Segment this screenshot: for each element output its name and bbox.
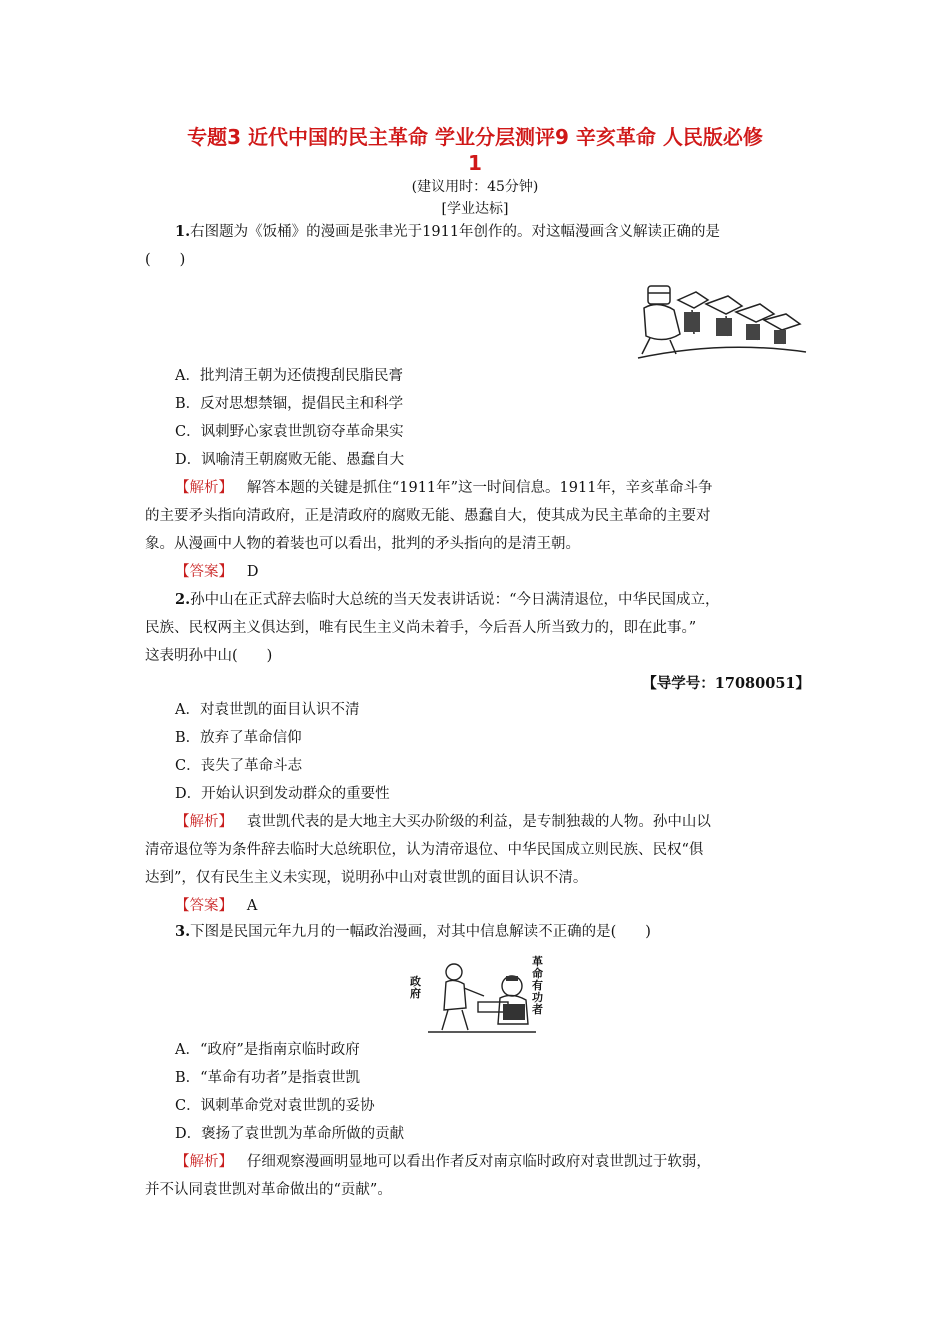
q3-option-c: C．讽刺革命党对袁世凯的妥协 [175, 1098, 375, 1114]
q1-analysis-line1: 【解析】 解答本题的关键是抓住“1911年”这一时间信息。1911年，辛亥革命斗争 [175, 480, 713, 496]
cartoon-label-government: 政府 [410, 975, 421, 1000]
q3-option-a: A．“政府”是指南京临时政府 [175, 1042, 360, 1058]
cartoon-label-revolution-hero: 革命有功者 [532, 955, 543, 1016]
q2-analysis-label: 【解析】 [175, 814, 233, 830]
q2-stem-line2: 民族、民权两主义俱达到，唯有民生主义尚未着手，今后吾人所当致力的，即在此事。” [145, 620, 697, 636]
q2-stem-line3: 这表明孙中山( ) [145, 648, 273, 664]
section-heading: [学业达标] [441, 201, 509, 217]
q3-analysis-line2: 并不认同袁世凯对革命做出的“贡献”。 [145, 1182, 392, 1198]
political-cartoon [408, 952, 548, 1034]
q1-option-c: C．讽刺野心家袁世凯窃夺革命果实 [175, 424, 404, 440]
q2-answer: 【答案】 A [175, 898, 258, 914]
q1-answer: 【答案】 D [175, 564, 259, 580]
q3-option-b: B．“革命有功者”是指袁世凯 [175, 1070, 360, 1086]
q1-option-b: B．反对思想禁锢，提倡民主和科学 [175, 396, 404, 412]
q3-stem: 3.下图是民国元年九月的一幅政治漫画，对其中信息解读不正确的是( ) [175, 923, 651, 940]
doc-title-line2: 1 [468, 151, 482, 175]
q1-stem-line2: ( ) [145, 252, 186, 268]
q2-option-d: D．开始认识到发动群众的重要性 [175, 786, 390, 802]
doc-title-line1: 专题3 近代中国的民主革命 学业分层测评9 辛亥革命 人民版必修 [187, 125, 763, 149]
time-note: (建议用时：45分钟) [411, 179, 539, 195]
q2-analysis-line2: 清帝退位等为条件辞去临时大总统职位，认为清帝退位、中华民国成立则民族、民权“俱 [145, 842, 704, 858]
q2-number: 2. [175, 591, 191, 608]
q1-analysis-line3: 象。从漫画中人物的着装也可以看出，批判的矛头指向的是清王朝。 [145, 536, 580, 552]
fan-tong-cartoon [636, 278, 808, 360]
q2-option-a: A．对袁世凯的面目认识不清 [175, 702, 360, 718]
q1-stem-line1: 1.右图题为《饭桶》的漫画是张聿光于1911年创作的。对这幅漫画含义解读正确的是 [175, 223, 721, 240]
q2-answer-label: 【答案】 [175, 898, 233, 914]
q2-option-c: C．丧失了革命斗志 [175, 758, 303, 774]
q1-number: 1. [175, 223, 191, 240]
q3-analysis-line1: 【解析】 仔细观察漫画明显地可以看出作者反对南京临时政府对袁世凯过于软弱， [175, 1154, 711, 1170]
q2-analysis-line3: 达到”，仅有民生主义未实现，说明孙中山对袁世凯的面目认识不清。 [145, 870, 588, 886]
q1-answer-label: 【答案】 [175, 564, 233, 580]
guide-number: 【导学号：17080051】 [642, 675, 810, 692]
q3-option-d: D．褒扬了袁世凯为革命所做的贡献 [175, 1126, 405, 1142]
q3-analysis-label: 【解析】 [175, 1154, 233, 1170]
q1-option-a: A．批判清王朝为还债搜刮民脂民膏 [175, 368, 403, 384]
q3-number: 3. [175, 923, 191, 940]
q1-analysis-label: 【解析】 [175, 480, 233, 496]
political-cartoon-drawing [408, 952, 548, 1034]
q1-analysis-line2: 的主要矛头指向清政府，正是清政府的腐败无能、愚蠢自大，使其成为民主革命的主要对 [145, 508, 711, 524]
q2-analysis-line1: 【解析】 袁世凯代表的是大地主大买办阶级的利益，是专制独裁的人物。孙中山以 [175, 814, 711, 830]
q2-option-b: B．放弃了革命信仰 [175, 730, 302, 746]
q2-stem-line1: 2.孙中山在正式辞去临时大总统的当天发表讲话说：“今日满清退位，中华民国成立， [175, 591, 720, 608]
q1-option-d: D．讽喻清王朝腐败无能、愚蠢自大 [175, 452, 405, 468]
